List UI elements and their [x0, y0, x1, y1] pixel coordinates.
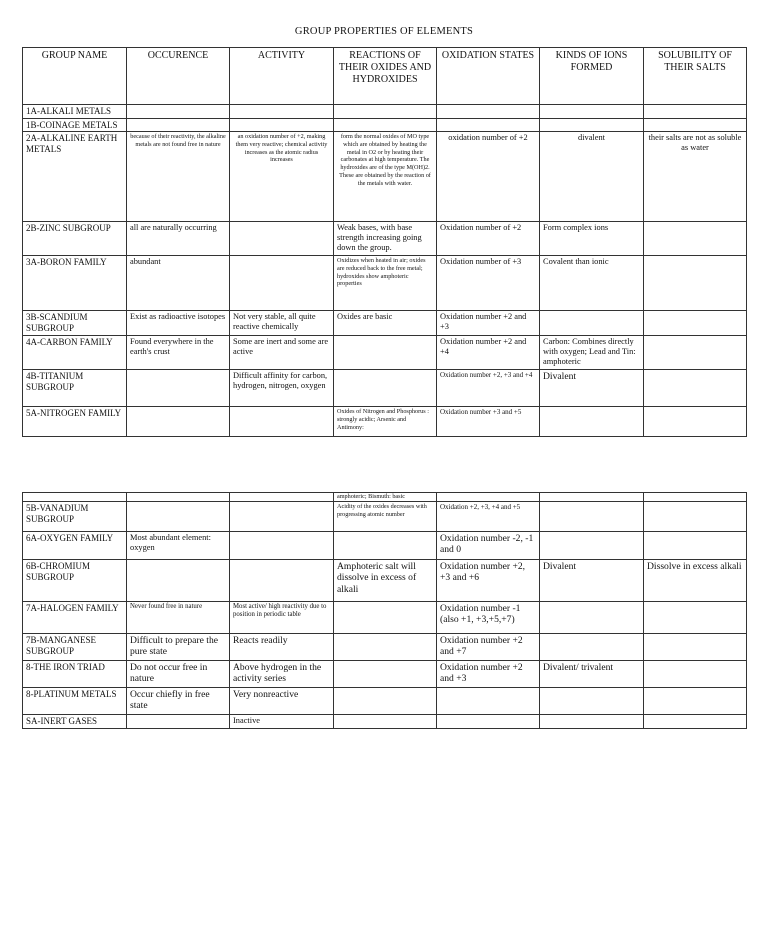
solubility-cell [644, 661, 747, 688]
table-row [23, 311, 747, 336]
ions-cell: divalent [540, 132, 644, 222]
ions-cell: Covalent than ionic [540, 256, 644, 311]
solubility-cell [644, 532, 747, 560]
ions-cell [540, 311, 644, 336]
reactions-cell [334, 370, 437, 407]
group-name-cell: 6A-OXYGEN FAMILY [23, 532, 127, 560]
col-header-reactions: REACTIONS OF THEIR OXIDES AND HYDROXIDES [334, 48, 437, 105]
oxidation-cell: Oxidation number +2 and +3 [437, 661, 540, 688]
activity-cell [230, 560, 334, 602]
ions-cell: Carbon: Combines directly with oxygen; Lead and Tin: amphoteric [540, 336, 644, 370]
reactions-cell [334, 602, 437, 634]
reactions-cell [334, 715, 437, 729]
reactions-cell: Oxides of Nitrogen and Phosphorus : strongly acidic; Arsenic and Antimony: [334, 407, 437, 437]
oxidation-cell [437, 715, 540, 729]
ions-cell: Divalent [540, 560, 644, 602]
group-name-cell: 8-THE IRON TRIAD [23, 661, 127, 688]
occurence-cell [127, 407, 230, 437]
occurence-cell: because of their reactivity, the alkaline metals are not found free in nature [127, 132, 230, 222]
reactions-cell [334, 688, 437, 715]
group-name-cell: 1A-ALKALI METALS [23, 105, 127, 119]
oxidation-cell [437, 493, 540, 502]
oxidation-cell: Oxidation number -1 (also +1, +3,+5,+7) [437, 602, 540, 634]
group-name-cell: 3A-BORON FAMILY [23, 256, 127, 311]
group-name-cell: 2A-ALKALINE EARTH METALS [23, 132, 127, 222]
solubility-cell [644, 311, 747, 336]
table-row [23, 688, 747, 715]
group-name-cell: 8-PLATINUM METALS [23, 688, 127, 715]
ions-cell: Form complex ions [540, 222, 644, 256]
reactions-cell [334, 661, 437, 688]
activity-cell: Very nonreactive [230, 688, 334, 715]
occurence-cell: abundant [127, 256, 230, 311]
activity-cell: an oxidation number of +2, making them very reactive; chemical activity increases as the atomic radius increases [230, 132, 334, 222]
group-name-cell: 4B-TITANIUM SUBGROUP [23, 370, 127, 407]
reactions-cell [334, 532, 437, 560]
reactions-cell: Amphoteric salt will dissolve in excess of alkali [334, 560, 437, 602]
group-name-cell: SA-INERT GASES [23, 715, 127, 729]
reactions-cell [334, 105, 437, 119]
oxidation-cell [437, 105, 540, 119]
activity-cell [230, 493, 334, 502]
group-name-cell: 2B-ZINC SUBGROUP [23, 222, 127, 256]
occurence-cell: Never found free in nature [127, 602, 230, 634]
reactions-cell: form the normal oxides of MO type which are obtained by heating the metal in O2 or by heating their carbonates at high temperature. The hydroxides are of the type M(OH)2. These are obtained by the reaction of the metals with water. [334, 132, 437, 222]
occurence-cell: Do not occur free in nature [127, 661, 230, 688]
solubility-cell [644, 336, 747, 370]
reactions-cell: Weak bases, with base strength increasing going down the group. [334, 222, 437, 256]
activity-cell: Most active/ high reactivity due to position in periodic table [230, 602, 334, 634]
solubility-cell: Dissolve in excess alkali [644, 560, 747, 602]
solubility-cell [644, 715, 747, 729]
solubility-cell [644, 370, 747, 407]
oxidation-cell: Oxidation number +2 and +4 [437, 336, 540, 370]
group-name-cell: 7A-HALOGEN FAMILY [23, 602, 127, 634]
solubility-cell: their salts are not as soluble as water [644, 132, 747, 222]
page-title: GROUP PROPERTIES OF ELEMENTS [294, 26, 474, 37]
occurence-cell: Difficult to prepare the pure state [127, 634, 230, 661]
solubility-cell [644, 602, 747, 634]
reactions-cell: Oxidizes when heated in air; oxides are reduced back to the free metal; hydroxides show amphoteric properties [334, 256, 437, 311]
properties-table-part-1 [22, 47, 747, 437]
group-name-cell: 5B-VANADIUM SUBGROUP [23, 502, 127, 532]
table-row [23, 661, 747, 688]
occurence-cell: Found everywhere in the earth's crust [127, 336, 230, 370]
reactions-cell [334, 634, 437, 661]
ions-cell [540, 105, 644, 119]
occurence-cell: all are naturally occurring [127, 222, 230, 256]
table-row [23, 132, 747, 222]
reactions-cell [334, 118, 437, 132]
reactions-cell: Acidity of the oxides decreases with progressing atomic number [334, 502, 437, 532]
occurence-cell [127, 118, 230, 132]
group-name-cell: 5A-NITROGEN FAMILY [23, 407, 127, 437]
activity-cell [230, 118, 334, 132]
table-row [23, 370, 747, 407]
col-header-occurence: OCCURENCE [127, 48, 230, 105]
activity-cell: Not very stable, all quite reactive chemically [230, 311, 334, 336]
group-name-cell [23, 493, 127, 502]
group-name-cell: 6B-CHROMIUM SUBGROUP [23, 560, 127, 602]
table-row [23, 560, 747, 602]
ions-cell [540, 532, 644, 560]
solubility-cell [644, 502, 747, 532]
header-row [23, 48, 747, 105]
occurence-cell [127, 502, 230, 532]
ions-cell [540, 715, 644, 729]
group-name-cell: 7B-MANGANESE SUBGROUP [23, 634, 127, 661]
ions-cell [540, 502, 644, 532]
occurence-cell [127, 370, 230, 407]
occurence-cell: Occur chiefly in free state [127, 688, 230, 715]
ions-cell [540, 118, 644, 132]
oxidation-cell: Oxidation number +2 and +3 [437, 311, 540, 336]
group-name-cell: 1B-COINAGE METALS [23, 118, 127, 132]
activity-cell [230, 256, 334, 311]
activity-cell: Inactive [230, 715, 334, 729]
reactions-cell [334, 336, 437, 370]
solubility-cell [644, 634, 747, 661]
activity-cell [230, 532, 334, 560]
solubility-cell [644, 256, 747, 311]
ions-cell [540, 634, 644, 661]
oxidation-cell: Oxidation number +2, +3 and +4 [437, 370, 540, 407]
table-row [23, 407, 747, 437]
ions-cell [540, 407, 644, 437]
activity-cell [230, 222, 334, 256]
oxidation-cell: Oxidation number +2 and +7 [437, 634, 540, 661]
oxidation-cell [437, 118, 540, 132]
oxidation-cell: Oxidation number +2, +3 and +6 [437, 560, 540, 602]
activity-cell [230, 105, 334, 119]
solubility-cell [644, 118, 747, 132]
oxidation-cell: oxidation number of +2 [437, 132, 540, 222]
oxidation-cell: Oxidation +2, +3, +4 and +5 [437, 502, 540, 532]
occurence-cell [127, 105, 230, 119]
reactions-cell: Oxides are basic [334, 311, 437, 336]
solubility-cell [644, 105, 747, 119]
activity-cell [230, 407, 334, 437]
ions-cell [540, 493, 644, 502]
col-header-ions-formed: KINDS OF IONS FORMED [540, 48, 644, 105]
ions-cell: Divalent [540, 370, 644, 407]
group-name-cell: 4A-CARBON FAMILY [23, 336, 127, 370]
properties-table-part-2 [22, 492, 747, 729]
oxidation-cell: Oxidation number -2, -1 and 0 [437, 532, 540, 560]
solubility-cell [644, 493, 747, 502]
oxidation-cell [437, 688, 540, 715]
activity-cell [230, 502, 334, 532]
ions-cell [540, 602, 644, 634]
activity-cell: Some are inert and some are active [230, 336, 334, 370]
oxidation-cell: Oxidation number +3 and +5 [437, 407, 540, 437]
table-row [23, 634, 747, 661]
table-row [23, 256, 747, 311]
occurence-cell: Exist as radioactive isotopes [127, 311, 230, 336]
occurence-cell [127, 715, 230, 729]
table-row [23, 493, 747, 502]
ions-cell: Divalent/ trivalent [540, 661, 644, 688]
ions-cell [540, 688, 644, 715]
oxidation-cell: Oxidation number of +2 [437, 222, 540, 256]
table-row [23, 532, 747, 560]
solubility-cell [644, 222, 747, 256]
activity-cell: Difficult affinity for carbon, hydrogen, nitrogen, oxygen [230, 370, 334, 407]
activity-cell: Above hydrogen in the activity series [230, 661, 334, 688]
solubility-cell [644, 688, 747, 715]
table-row [23, 105, 747, 119]
col-header-oxidation-states: OXIDATION STATES [437, 48, 540, 105]
table-row [23, 336, 747, 370]
activity-cell: Reacts readily [230, 634, 334, 661]
table-row [23, 118, 747, 132]
table-row [23, 602, 747, 634]
group-name-cell: 3B-SCANDIUM SUBGROUP [23, 311, 127, 336]
col-header-activity: ACTIVITY [230, 48, 334, 105]
occurence-cell [127, 560, 230, 602]
table-row [23, 502, 747, 532]
occurence-cell: Most abundant element: oxygen [127, 532, 230, 560]
table-row [23, 222, 747, 256]
occurence-cell [127, 493, 230, 502]
solubility-cell [644, 407, 747, 437]
col-header-group-name: GROUP NAME [23, 48, 127, 105]
oxidation-cell: Oxidation number of +3 [437, 256, 540, 311]
col-header-solubility: SOLUBILITY OF THEIR SALTS [644, 48, 747, 105]
reactions-cell: amphoteric; Bismuth: basic [334, 493, 437, 502]
table-row [23, 715, 747, 729]
